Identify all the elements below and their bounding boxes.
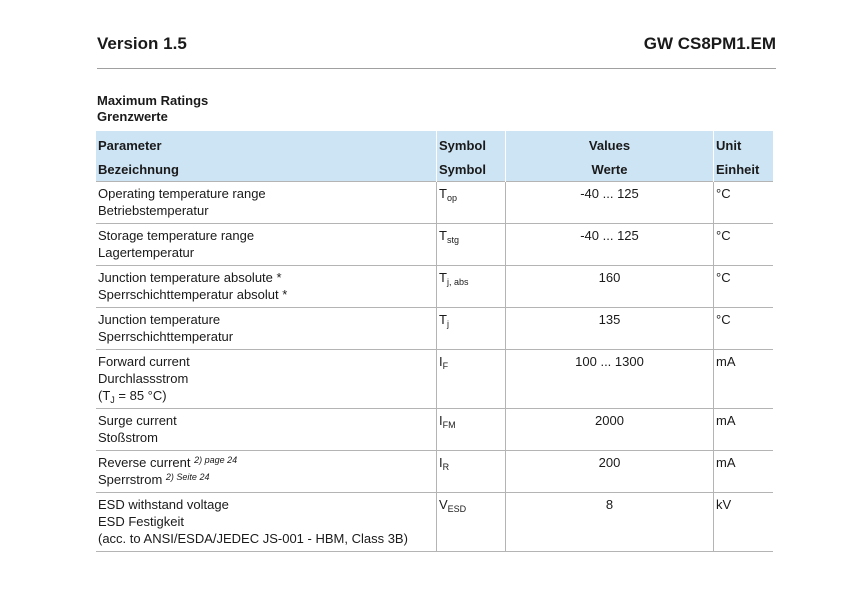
value-cell: 160 (506, 266, 714, 308)
symbol-subscript: stg (446, 235, 459, 245)
symbol-base: V (439, 497, 448, 512)
parameter-de-line (98, 471, 434, 488)
header-divider (97, 68, 776, 69)
unit-cell: mA (714, 409, 774, 451)
parameter-extra: (acc. to ANSI/ESDA/JEDEC JS-001 - HBM, Class 3B) (98, 531, 408, 546)
symbol-cell (437, 409, 506, 451)
unit-cell: °C (714, 308, 774, 350)
symbol-base: I (439, 354, 443, 369)
parameter-en: Storage temperature range (98, 228, 255, 243)
table-row (96, 350, 773, 409)
parameter-de: Betriebstemperatur (98, 203, 209, 218)
parameter-cell (96, 224, 437, 266)
table-row (96, 493, 773, 552)
symbol-subscript: op (446, 193, 457, 203)
symbol-cell (437, 308, 506, 350)
parameter-en: Operating temperature range (98, 186, 266, 201)
value-cell: -40 ... 125 (506, 182, 714, 224)
unit-cell: °C (714, 224, 774, 266)
header-werte: Werte (506, 157, 714, 182)
symbol-base: T (439, 228, 447, 243)
parameter-en: Surge current (98, 413, 177, 428)
symbol-cell (437, 266, 506, 308)
symbol-cell (437, 182, 506, 224)
parameter-cell (96, 350, 437, 409)
section-title-en: Maximum Ratings (97, 93, 209, 108)
parameter-de: Sperrschichttemperatur (98, 329, 234, 344)
symbol-subscript: R (442, 462, 450, 472)
parameter-cell (96, 409, 437, 451)
header-symbol: Symbol (437, 131, 506, 157)
value-cell: 135 (506, 308, 714, 350)
value-cell: 8 (506, 493, 714, 552)
header-bezeichnung: Bezeichnung (96, 157, 437, 182)
header-values: Values (506, 131, 714, 157)
unit-cell: °C (714, 182, 774, 224)
parameter-en: Reverse current (98, 455, 191, 470)
table-row (96, 308, 773, 350)
header-unit: Unit (714, 131, 774, 157)
table-row (96, 224, 773, 266)
symbol-subscript: FM (442, 420, 456, 430)
condition-subscript: J (110, 395, 115, 405)
parameter-cell (96, 182, 437, 224)
symbol-base: T (439, 270, 447, 285)
maximum-ratings-table (96, 131, 773, 552)
parameter-en: Forward current (98, 354, 190, 369)
value-cell: 2000 (506, 409, 714, 451)
document-version: Version 1.5 (97, 34, 187, 53)
symbol-cell (437, 350, 506, 409)
parameter-condition (98, 387, 434, 404)
symbol-base: T (439, 312, 447, 327)
symbol-base: I (439, 413, 443, 428)
footnote-link-en[interactable]: 2) page 24 (194, 455, 238, 465)
parameter-cell (96, 308, 437, 350)
table-row (96, 409, 773, 451)
header-einheit: Einheit (714, 157, 774, 182)
table-header-row-en (96, 131, 773, 157)
unit-cell: mA (714, 350, 774, 409)
parameter-de: Lagertemperatur (98, 245, 195, 260)
condition-prefix: (T (98, 388, 111, 403)
symbol-cell (437, 493, 506, 552)
symbol-subscript: F (442, 361, 449, 371)
product-code: GW CS8PM1.EM (643, 34, 776, 53)
parameter-de: Sperrstrom (98, 472, 163, 487)
table-row (96, 182, 773, 224)
parameter-cell (96, 451, 437, 493)
section-title (97, 93, 208, 125)
header-parameter: Parameter (96, 131, 437, 157)
parameter-de: Sperrschichttemperatur absolut * (98, 287, 288, 302)
value-cell: 100 ... 1300 (506, 350, 714, 409)
parameter-en: Junction temperature absolute * (98, 270, 282, 285)
parameter-de: ESD Festigkeit (98, 514, 184, 529)
parameter-en-line (98, 454, 434, 471)
table-row (96, 451, 773, 493)
parameter-de: Stoßstrom (98, 430, 158, 445)
section-title-de: Grenzwerte (97, 109, 168, 124)
unit-cell: kV (714, 493, 774, 552)
symbol-subscript: j (446, 319, 449, 329)
parameter-en: Junction temperature (98, 312, 221, 327)
symbol-cell (437, 451, 506, 493)
value-cell: 200 (506, 451, 714, 493)
symbol-cell (437, 224, 506, 266)
unit-cell: °C (714, 266, 774, 308)
symbol-subscript: j, abs (446, 277, 469, 287)
unit-cell: mA (714, 451, 774, 493)
parameter-de: Durchlassstrom (98, 371, 189, 386)
symbol-base: T (439, 186, 447, 201)
parameter-cell (96, 266, 437, 308)
header-symbol-de: Symbol (437, 157, 506, 182)
symbol-base: I (439, 455, 443, 470)
value-cell: -40 ... 125 (506, 224, 714, 266)
table-row (96, 266, 773, 308)
table-header-row-de (96, 157, 773, 182)
condition-suffix: = 85 °C) (114, 388, 167, 403)
parameter-cell (96, 493, 437, 552)
footnote-link-de[interactable]: 2) Seite 24 (165, 472, 210, 482)
parameter-en: ESD withstand voltage (98, 497, 229, 512)
symbol-subscript: ESD (447, 504, 467, 514)
